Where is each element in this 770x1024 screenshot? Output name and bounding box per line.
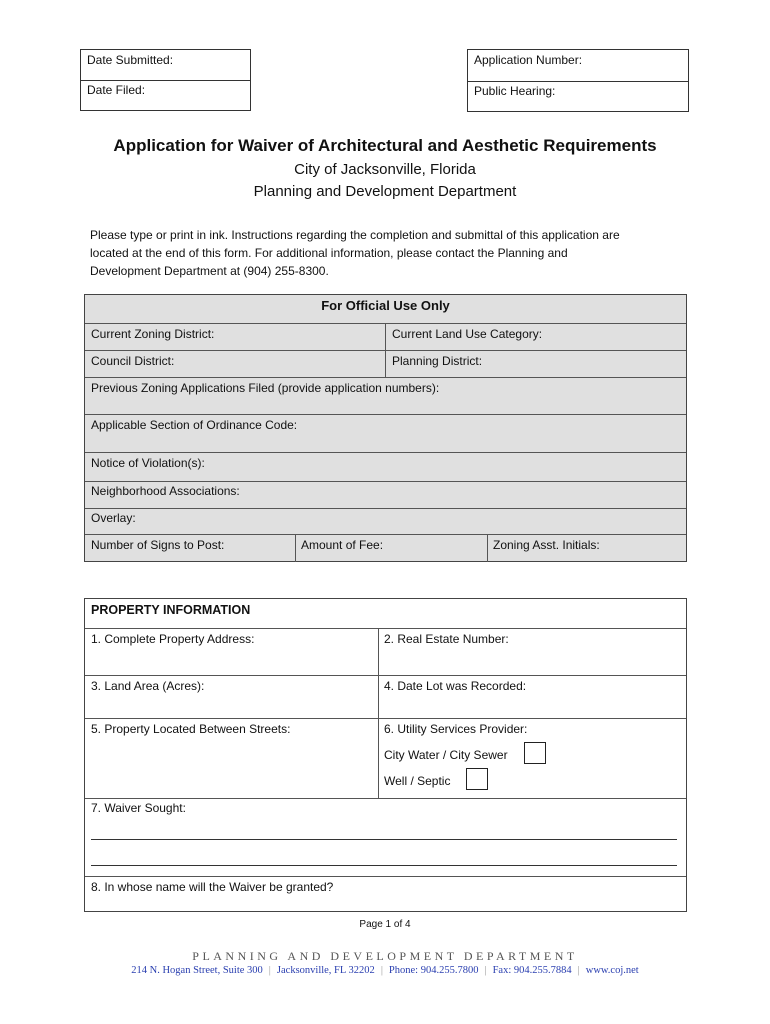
previous-zoning-applications-field[interactable]: Previous Zoning Applications Filed (provide application numbers): [91, 381, 440, 395]
waiver-sought-label: 7. Waiver Sought: [91, 801, 186, 815]
header-left-box [80, 49, 251, 111]
date-lot-recorded-field[interactable]: 4. Date Lot was Recorded: [384, 679, 527, 693]
official-use-header: For Official Use Only [321, 298, 450, 313]
row-divider [85, 377, 686, 378]
overlay-field[interactable]: Overlay: [91, 511, 136, 525]
footer-address: 214 N. Hogan Street, Suite 300 [131, 965, 263, 976]
current-zoning-district-field[interactable]: Current Zoning District: [91, 327, 215, 341]
footer-city: Jacksonville, FL 32202 [276, 965, 375, 976]
footer-web-link[interactable]: www.coj.net [585, 965, 639, 976]
footer-phone: Phone: 904.255.7800 [388, 965, 479, 976]
application-number-field[interactable]: Application Number: [474, 53, 583, 67]
divider [81, 80, 250, 81]
city-water-sewer-label: City Water / City Sewer [384, 748, 508, 762]
date-submitted-field[interactable]: Date Submitted: [87, 53, 174, 67]
real-estate-number-field[interactable]: 2. Real Estate Number: [384, 632, 509, 646]
notice-of-violation-field[interactable]: Notice of Violation(s): [91, 456, 205, 470]
official-use-table [84, 294, 687, 562]
row-divider [85, 481, 686, 482]
footer-contact [0, 965, 770, 976]
city-water-sewer-checkbox[interactable] [524, 742, 546, 764]
city-subtitle: City of Jacksonville, Florida [294, 161, 476, 178]
footer-department: PLANNING AND DEVELOPMENT DEPARTMENT [192, 949, 578, 963]
footer-separator: | [484, 965, 487, 976]
row-divider [85, 718, 686, 719]
applicable-section-field[interactable]: Applicable Section of Ordinance Code: [91, 418, 298, 432]
well-septic-label: Well / Septic [384, 774, 451, 788]
footer-fax: Fax: 904.255.7884 [492, 965, 572, 976]
utility-services-provider-label: 6. Utility Services Provider: [384, 722, 528, 736]
amount-of-fee-field[interactable]: Amount of Fee: [301, 538, 384, 552]
property-address-field[interactable]: 1. Complete Property Address: [91, 632, 255, 646]
land-area-field[interactable]: 3. Land Area (Acres): [91, 679, 205, 693]
row-divider [85, 534, 686, 535]
footer-separator: | [577, 965, 580, 976]
planning-district-field[interactable]: Planning District: [392, 354, 483, 368]
intro-line: located at the end of this form. For additional information, please contact the Planning and [90, 246, 568, 260]
public-hearing-field[interactable]: Public Hearing: [474, 84, 556, 98]
footer-separator: | [380, 965, 383, 976]
row-divider [85, 414, 686, 415]
divider [468, 81, 688, 82]
row-divider [85, 798, 686, 799]
row-divider [85, 675, 686, 676]
zoning-asst-initials-field[interactable]: Zoning Asst. Initials: [493, 538, 600, 552]
page-title: Application for Waiver of Architectural and Aesthetic Requirements [113, 136, 657, 155]
footer-separator: | [268, 965, 271, 976]
waiver-sought-line-2[interactable] [91, 865, 677, 866]
header-right-box [467, 49, 689, 112]
neighborhood-associations-field[interactable]: Neighborhood Associations: [91, 484, 240, 498]
property-information-table [84, 598, 687, 912]
column-divider [378, 628, 379, 798]
council-district-field[interactable]: Council District: [91, 354, 175, 368]
row-divider [85, 876, 686, 877]
column-divider [487, 534, 488, 562]
intro-line: Please type or print in ink. Instructions regarding the completion and submittal of this application are [90, 228, 620, 242]
row-divider [85, 452, 686, 453]
intro-line: Development Department at (904) 255-8300. [90, 264, 329, 278]
column-divider [295, 534, 296, 562]
intro-paragraph [90, 226, 680, 280]
page-number: Page 1 of 4 [359, 919, 411, 930]
row-divider [85, 350, 686, 351]
located-between-streets-field[interactable]: 5. Property Located Between Streets: [91, 722, 291, 736]
row-divider [85, 508, 686, 509]
property-information-header: PROPERTY INFORMATION [91, 603, 251, 617]
date-filed-field[interactable]: Date Filed: [87, 83, 146, 97]
row-divider [85, 628, 686, 629]
waiver-grantee-field[interactable]: 8. In whose name will the Waiver be granted? [91, 880, 334, 894]
department-subtitle: Planning and Development Department [253, 183, 517, 200]
number-of-signs-field[interactable]: Number of Signs to Post: [91, 538, 225, 552]
waiver-sought-line-1[interactable] [91, 839, 677, 840]
well-septic-checkbox[interactable] [466, 768, 488, 790]
current-land-use-category-field[interactable]: Current Land Use Category: [392, 327, 543, 341]
